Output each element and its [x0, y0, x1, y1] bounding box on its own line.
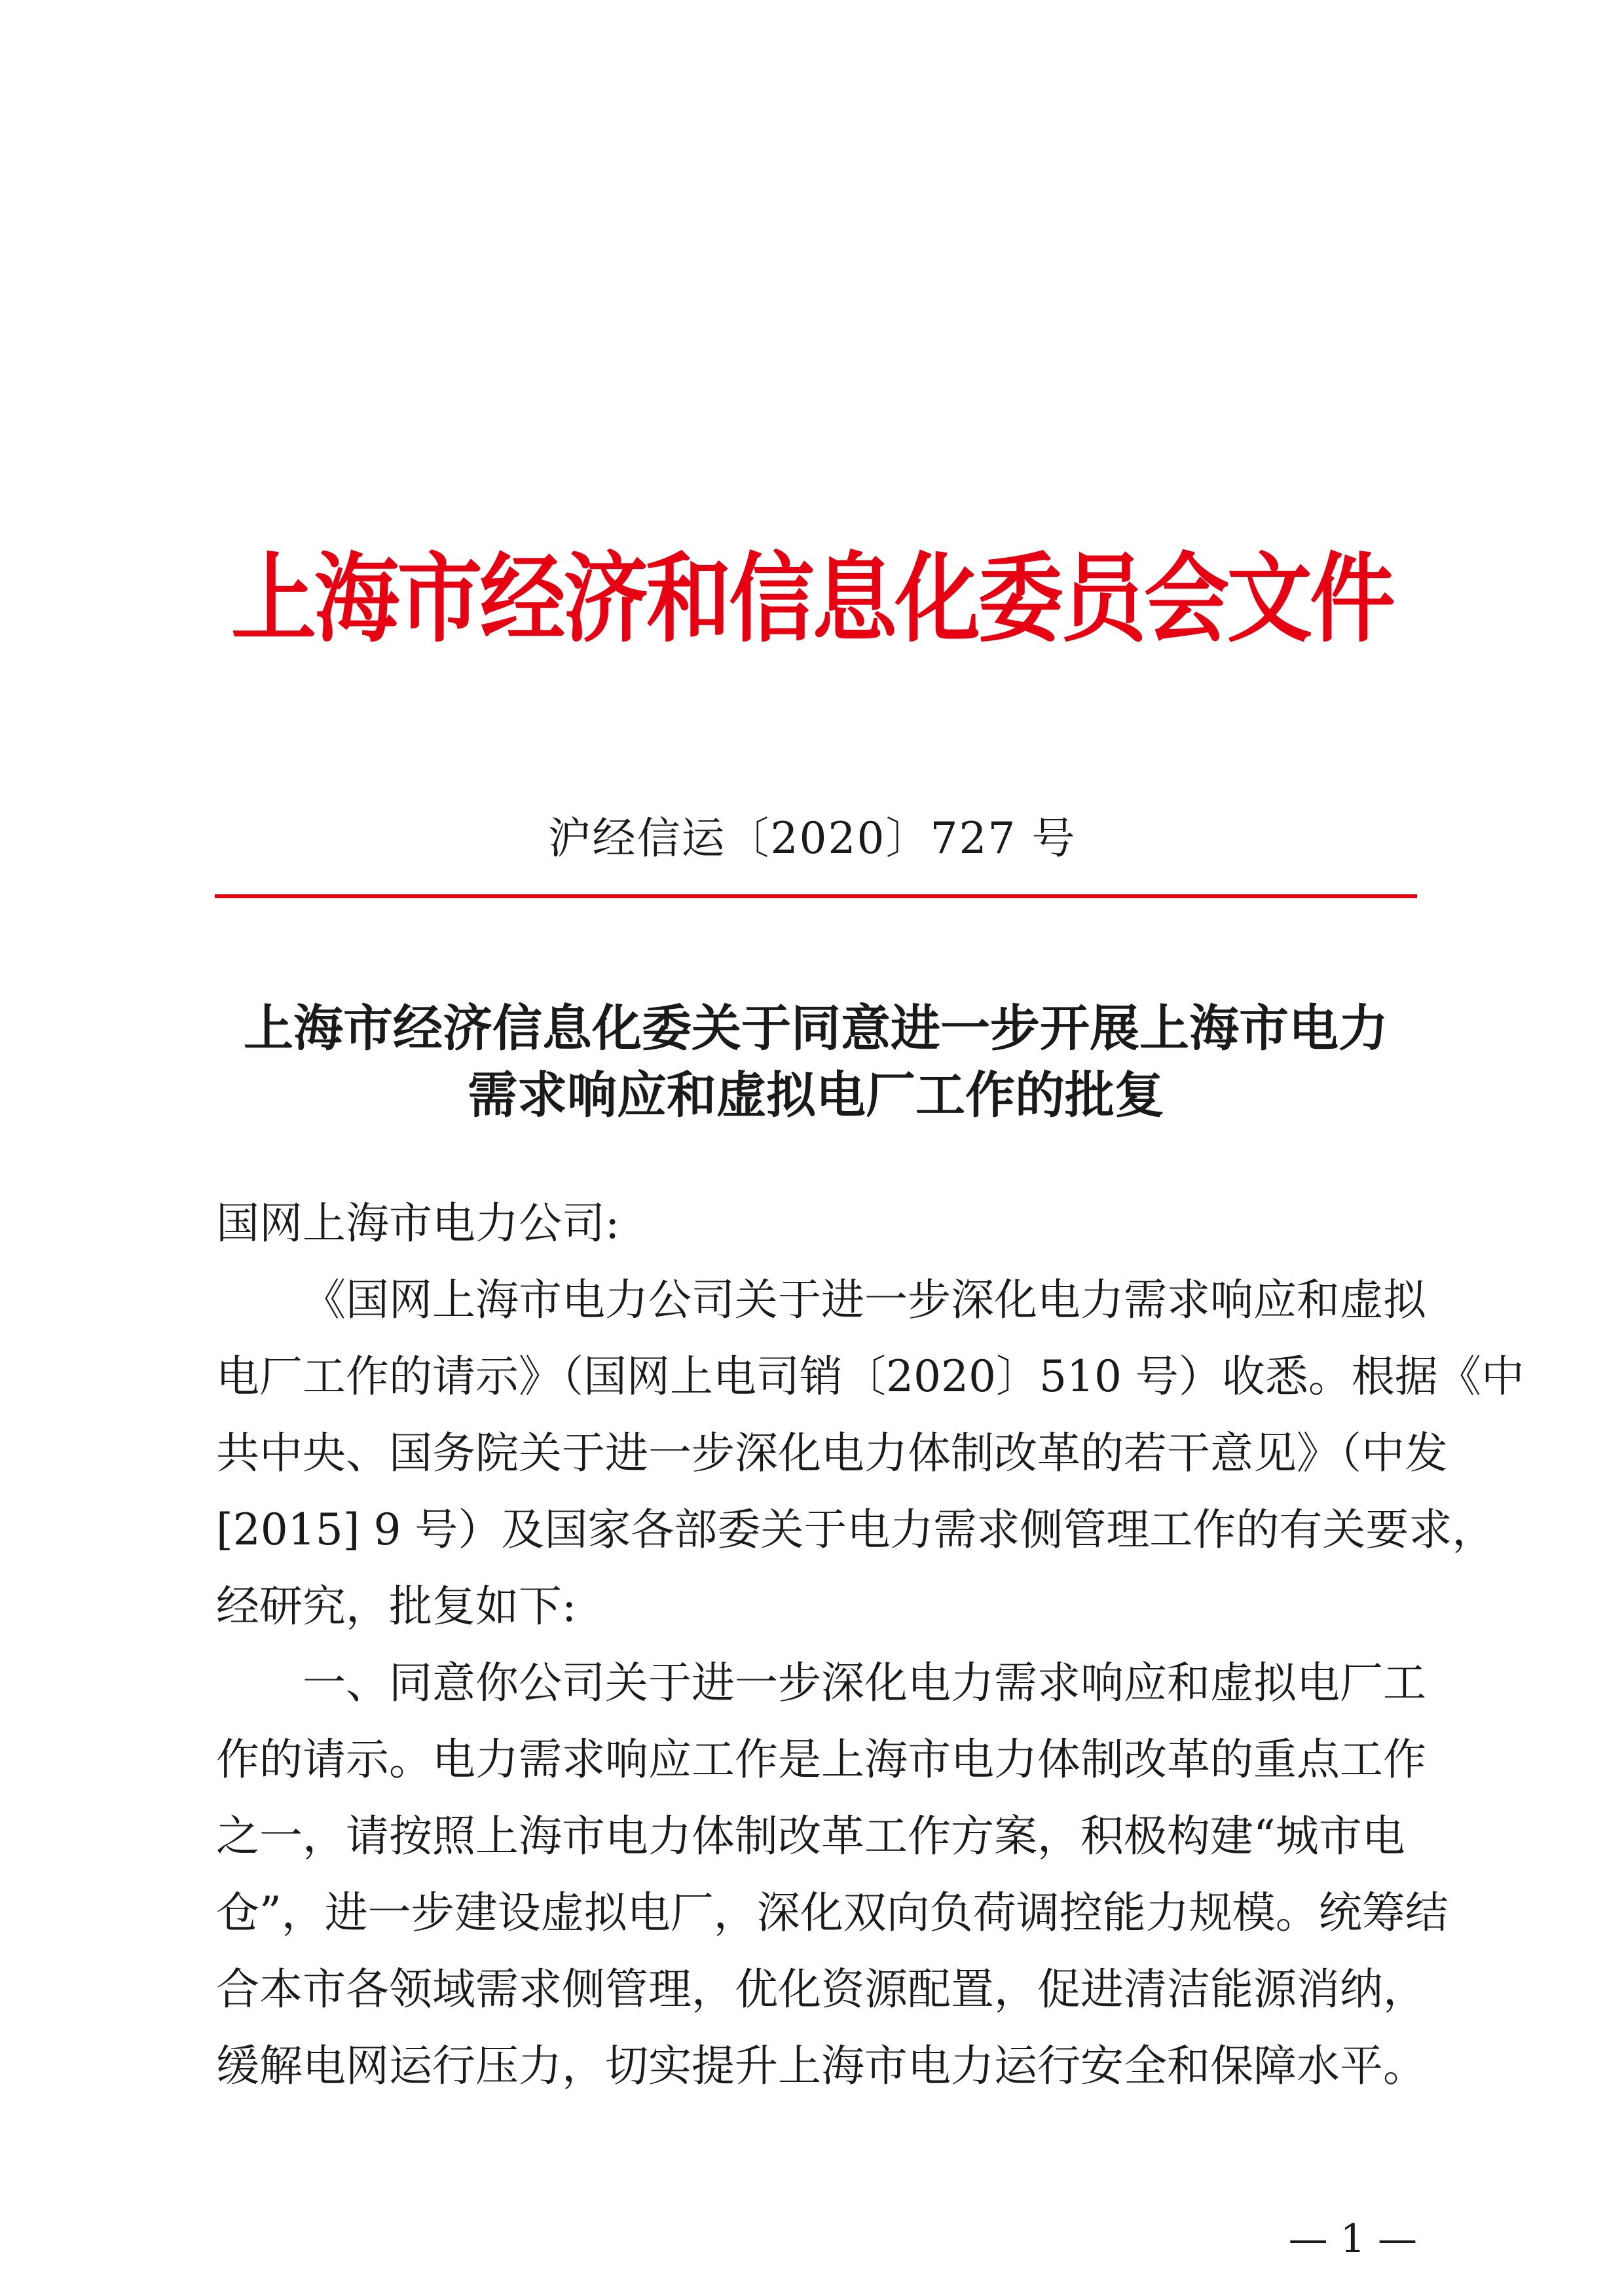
paragraph-1-line: 电厂工作的请示》（国网上电司销〔2020〕510 号）收悉。根据《中: [216, 1351, 1524, 1402]
document-body: [216, 1185, 1524, 2104]
page-number: — 1 —: [1288, 2216, 1417, 2262]
document-title-line-2: 需求响应和虚拟电厂工作的批复: [468, 1066, 1164, 1124]
paragraph-2-line: 仓”，进一步建设虚拟电厂，深化双向负荷调控能力规模。统筹结: [216, 1887, 1449, 1938]
red-divider-rule: [215, 894, 1417, 898]
paragraph-1-line: 《国网上海市电力公司关于进一步深化电力需求响应和虚拟: [303, 1275, 1426, 1325]
paragraph-2-line: 之一，请按照上海市电力体制改革工作方案，积极构建“城市电: [216, 1811, 1405, 1861]
document-title-line-1: 上海市经济信息化委关于同意进一步开展上海市电力: [244, 999, 1388, 1057]
paragraph-2-line: 作的请示。电力需求响应工作是上海市电力体制改革的重点工作: [216, 1734, 1426, 1785]
document-title: [215, 995, 1417, 1129]
paragraph-1-line: 经研究，批复如下:: [216, 1581, 577, 1631]
paragraph-2-line: 一、同意你公司关于进一步深化电力需求响应和虚拟电厂工: [303, 1658, 1426, 1708]
masthead-title: 上海市经济和信息化委员会文件: [231, 543, 1393, 655]
paragraph-1-line: 共中央、国务院关于进一步深化电力体制改革的若干意见》（中发: [216, 1428, 1448, 1478]
paragraph-2-line: 缓解电网运行压力，切实提升上海市电力运行安全和保障水平。: [216, 2041, 1426, 2091]
document-number: 沪经信运〔2020〕727 号: [547, 813, 1077, 864]
paragraph-1-line: [2015] 9 号）及国家各部委关于电力需求侧管理工作的有关要求，: [216, 1504, 1496, 1555]
addressee: 国网上海市电力公司:: [216, 1198, 620, 1248]
paragraph-2-line: 合本市各领域需求侧管理，优化资源配置，促进清洁能源消纳，: [216, 1964, 1426, 2014]
